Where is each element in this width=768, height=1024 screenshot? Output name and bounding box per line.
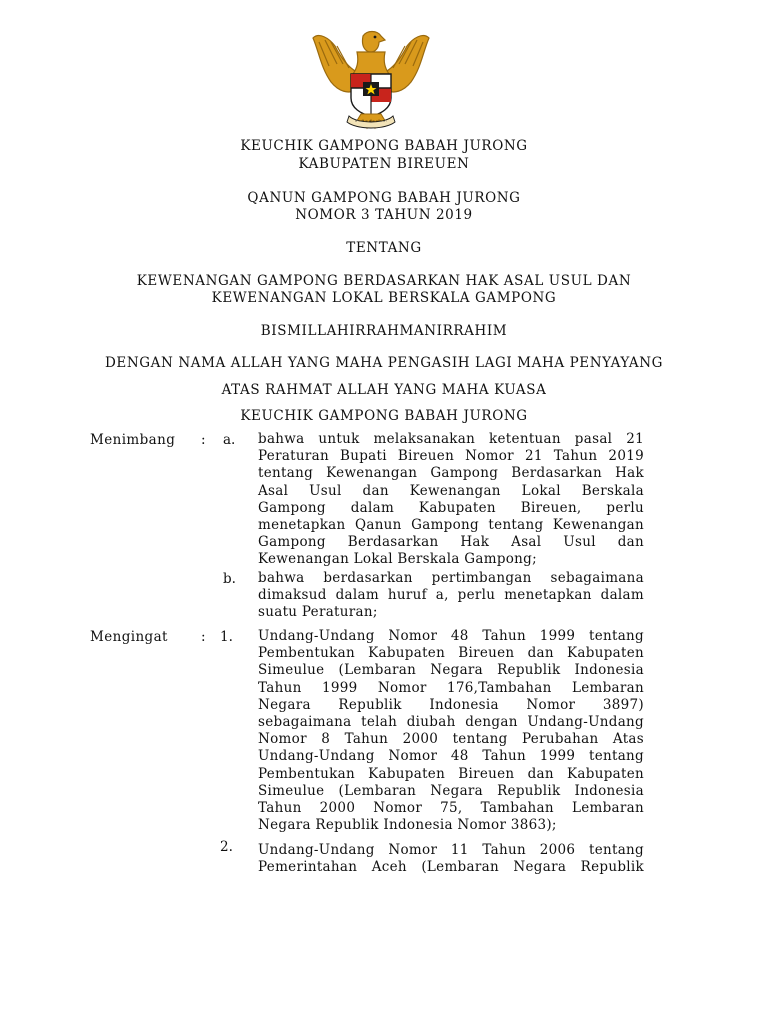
tentang-heading: TENTANG bbox=[346, 240, 422, 256]
bismillah: BISMILLAHIRRAHMANIRRAHIM bbox=[260, 323, 508, 339]
text-line: dimaksud dalam huruf a, perlu menetapkan dalam bbox=[258, 587, 644, 604]
menimbang-colon: : bbox=[201, 432, 206, 448]
text-line: Pemerintahan Aceh (Lembaran Negara Republik bbox=[258, 859, 644, 876]
issuer-title: KEUCHIK GAMPONG BABAH JURONG bbox=[240, 138, 528, 154]
menimbang-item-b bbox=[258, 570, 644, 622]
text-line: bahwa untuk melaksanakan ketentuan pasal 21 bbox=[258, 431, 644, 447]
text-line: sebagaimana telah diubah dengan Undang-Undang bbox=[258, 713, 644, 730]
text-line: Nomor 8 Tahun 2000 tentang Perubahan Atas bbox=[258, 731, 644, 748]
qanun-title: QANUN GAMPONG BABAH JURONG bbox=[247, 190, 521, 206]
text-line: Negara Republik Indonesia Nomor 3897) bbox=[258, 696, 644, 713]
text-line: Kewenangan Lokal Berskala Gampong; bbox=[258, 551, 537, 568]
text-line: Simeulue (Lembaran Negara Republik Indonesia bbox=[258, 782, 644, 799]
issuer-regency: KABUPATEN BIREUEN bbox=[298, 156, 470, 172]
text-line: suatu Peraturan; bbox=[258, 604, 378, 621]
text-line: Undang-Undang Nomor 11 Tahun 2006 tentang bbox=[258, 842, 644, 858]
menimbang-marker-b: b. bbox=[223, 571, 236, 587]
text-line: Gampong dalam Kabupaten Bireuen, perlu bbox=[258, 499, 644, 516]
text-line: Pembentukan Kabupaten Bireuen dan Kabupaten bbox=[258, 765, 644, 782]
mengingat-item-1 bbox=[258, 628, 644, 834]
text-line: bahwa berdasarkan pertimbangan sebagaimana bbox=[258, 570, 644, 586]
keuchik-heading: KEUCHIK GAMPONG BABAH JURONG bbox=[240, 408, 528, 424]
text-line: Pembentukan Kabupaten Bireuen dan Kabupaten bbox=[258, 645, 644, 662]
garuda-pancasila-emblem-icon bbox=[305, 28, 437, 132]
mengingat-label: Mengingat bbox=[90, 629, 168, 645]
text-line: Asal Usul dan Kewenangan Lokal Berskala bbox=[258, 482, 644, 499]
mengingat-marker-2: 2. bbox=[220, 839, 233, 855]
text-line: Simeulue (Lembaran Negara Republik Indonesia bbox=[258, 662, 644, 679]
text-line: Peraturan Bupati Bireuen Nomor 21 Tahun 2019 bbox=[258, 448, 644, 465]
subject-line-2: KEWENANGAN LOKAL BERSKALA GAMPONG bbox=[211, 290, 557, 306]
text-line: Negara Republik Indonesia Nomor 3863); bbox=[258, 817, 557, 834]
text-line: Tahun 1999 Nomor 176,Tambahan Lembaran bbox=[258, 679, 644, 696]
text-line: menetapkan Qanun Gampong tentang Kewenangan bbox=[258, 516, 644, 533]
mengingat-marker-1: 1. bbox=[220, 629, 233, 645]
menimbang-label: Menimbang bbox=[90, 432, 176, 448]
atas-rahmat-allah: ATAS RAHMAT ALLAH YANG MAHA KUASA bbox=[221, 382, 547, 398]
text-line: Gampong Berdasarkan Hak Asal Usul dan bbox=[258, 534, 644, 551]
menimbang-marker-a: a. bbox=[223, 432, 236, 448]
qanun-number: NOMOR 3 TAHUN 2019 bbox=[295, 207, 473, 223]
text-line: Undang-Undang Nomor 48 Tahun 1999 tentang bbox=[258, 628, 644, 644]
mengingat-colon: : bbox=[201, 629, 206, 645]
menimbang-item-a bbox=[258, 431, 644, 569]
mengingat-item-2 bbox=[258, 842, 644, 876]
text-line: Tahun 2000 Nomor 75, Tambahan Lembaran bbox=[258, 799, 644, 816]
text-line: Undang-Undang Nomor 48 Tahun 1999 tentang bbox=[258, 748, 644, 765]
dengan-nama-allah: DENGAN NAMA ALLAH YANG MAHA PENGASIH LAGI MAHA PENYAYANG bbox=[105, 355, 663, 371]
text-line: tentang Kewenangan Gampong Berdasarkan Hak bbox=[258, 465, 644, 482]
subject-line-1: KEWENANGAN GAMPONG BERDASARKAN HAK ASAL USUL DAN bbox=[136, 273, 632, 289]
